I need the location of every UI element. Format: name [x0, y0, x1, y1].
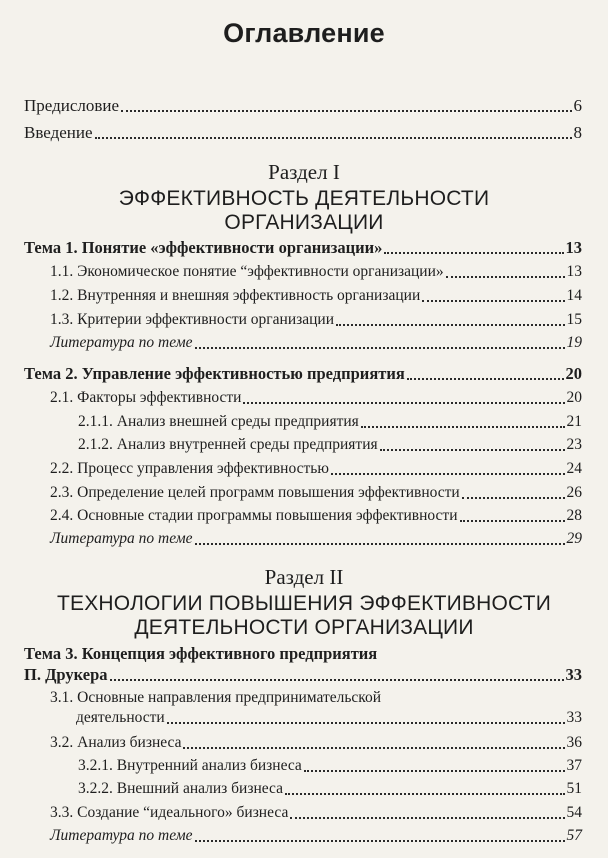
dot-leader — [121, 110, 571, 112]
page-number: 19 — [566, 334, 582, 351]
entry-label: Литература по теме — [50, 334, 193, 351]
page-number: 8 — [573, 123, 582, 142]
toc-entry-preface[interactable] — [24, 96, 582, 116]
dot-leader — [183, 747, 564, 749]
section-title-line2: ОРГАНИЗАЦИИ — [224, 211, 384, 234]
entry-label: деятельности — [76, 709, 165, 726]
page-number: 29 — [566, 530, 582, 547]
dot-leader — [460, 520, 565, 522]
toc-entry-literature-2[interactable] — [50, 529, 582, 549]
page-number: 51 — [566, 780, 582, 797]
toc-entry-2-2[interactable] — [50, 459, 582, 479]
page-number: 23 — [566, 436, 582, 453]
section-title-line2: ДЕЯТЕЛЬНОСТИ ОРГАНИЗАЦИИ — [134, 616, 474, 639]
page-number: 20 — [565, 364, 582, 383]
toc-entry-3-2-2[interactable] — [78, 779, 582, 799]
page-number: 36 — [566, 734, 582, 751]
dot-leader — [195, 543, 565, 545]
entry-label: Тема 1. Понятие «эффективности организации» — [24, 238, 383, 257]
entry-label: 3.2.1. Внутренний анализ бизнеса — [78, 757, 302, 774]
dot-leader — [407, 378, 564, 380]
toc-entry-3-1-line1[interactable]: 3.1. Основные направления предпринимательской — [50, 689, 382, 706]
toc-entry-introduction[interactable] — [24, 123, 582, 143]
toc-entry-1-2[interactable] — [50, 286, 582, 306]
entry-label: 1.2. Внутренняя и внешняя эффективность организации — [50, 287, 421, 304]
toc-entry-literature-1[interactable] — [50, 333, 582, 353]
toc-entry-2-3[interactable] — [50, 483, 582, 503]
entry-label: Введение — [24, 123, 93, 142]
toc-entry-theme-1[interactable] — [24, 238, 582, 258]
toc-entry-theme-3-line1[interactable]: Тема 3. Концепция эффективного предприятия — [24, 644, 378, 663]
toc-entry-theme-2[interactable] — [24, 364, 582, 384]
page-number: 21 — [566, 413, 582, 430]
dot-leader — [462, 497, 565, 499]
dot-leader — [285, 793, 565, 795]
page-number: 28 — [566, 507, 582, 524]
section-2-heading — [0, 565, 608, 640]
section-number: Раздел II — [264, 565, 344, 589]
dot-leader — [422, 300, 564, 302]
toc-entry-1-3[interactable] — [50, 310, 582, 330]
page-number: 33 — [565, 665, 582, 684]
section-title-line1: ТЕХНОЛОГИИ ПОВЫШЕНИЯ ЭФФЕКТИВНОСТИ — [56, 592, 552, 615]
entry-label: 3.3. Создание “идеального» бизнеса — [50, 804, 289, 821]
toc-entry-2-1-1[interactable] — [78, 412, 582, 432]
toc-entry-2-1[interactable] — [50, 388, 582, 408]
toc-entry-2-4[interactable] — [50, 506, 582, 526]
page-number: 6 — [573, 96, 582, 115]
toc-entry-literature-3[interactable] — [50, 826, 582, 846]
toc-title: Оглавление — [223, 18, 385, 48]
toc-entry-3-2[interactable] — [50, 733, 582, 753]
entry-label: 2.1.2. Анализ внутренней среды предприятия — [78, 436, 378, 453]
section-number: Раздел I — [268, 160, 340, 184]
entry-label: 3.2. Анализ бизнеса — [50, 734, 182, 751]
entry-label: 1.1. Экономическое понятие “эффективности организации» — [50, 263, 444, 280]
page-number: 24 — [566, 460, 582, 477]
dot-leader — [195, 347, 565, 349]
page-number: 54 — [566, 804, 582, 821]
dot-leader — [290, 817, 564, 819]
dot-leader — [336, 324, 565, 326]
entry-label: 2.3. Определение целей программ повышения эффективности — [50, 484, 460, 501]
entry-label: 1.3. Критерии эффективности организации — [50, 311, 334, 328]
dot-leader — [243, 402, 564, 404]
dot-leader — [384, 252, 563, 254]
dot-leader — [110, 679, 564, 681]
page-number: 13 — [565, 238, 582, 257]
page-number: 15 — [566, 311, 582, 328]
toc-entry-2-1-2[interactable] — [78, 435, 582, 455]
dot-leader — [446, 276, 565, 278]
entry-label: 2.1. Факторы эффективности — [50, 389, 242, 406]
toc-entry-3-1[interactable] — [76, 708, 582, 728]
page-number: 20 — [566, 389, 582, 406]
toc-entry-3-2-1[interactable] — [78, 756, 582, 776]
dot-leader — [95, 137, 572, 139]
entry-label: Предисловие — [24, 96, 120, 115]
dot-leader — [167, 722, 565, 724]
toc-entry-3-3[interactable] — [50, 803, 582, 823]
dot-leader — [361, 426, 565, 428]
dot-leader — [195, 840, 565, 842]
toc-entry-1-1[interactable] — [50, 262, 582, 282]
entry-label: Тема 2. Управление эффективностью предприятия — [24, 364, 405, 383]
dot-leader — [331, 473, 565, 475]
entry-label: П. Друкера — [24, 665, 108, 684]
page-number: 33 — [566, 709, 582, 726]
page-number: 13 — [566, 263, 582, 280]
dot-leader — [304, 770, 565, 772]
entry-label: Литература по теме — [50, 827, 193, 844]
entry-label: Литература по теме — [50, 530, 193, 547]
toc-entry-theme-3[interactable] — [24, 665, 582, 685]
entry-label: 2.4. Основные стадии программы повышения эффективности — [50, 507, 458, 524]
page-number: 57 — [566, 827, 582, 844]
entry-label: 3.2.2. Внешний анализ бизнеса — [78, 780, 283, 797]
section-title-line1: ЭФФЕКТИВНОСТЬ ДЕЯТЕЛЬНОСТИ — [118, 187, 490, 210]
page-number: 26 — [566, 484, 582, 501]
entry-label: 2.1.1. Анализ внешней среды предприятия — [78, 413, 359, 430]
page-number: 37 — [566, 757, 582, 774]
section-1-heading — [0, 160, 608, 235]
entry-label: 2.2. Процесс управления эффективностью — [50, 460, 329, 477]
page-number: 14 — [566, 287, 582, 304]
dot-leader — [380, 449, 565, 451]
